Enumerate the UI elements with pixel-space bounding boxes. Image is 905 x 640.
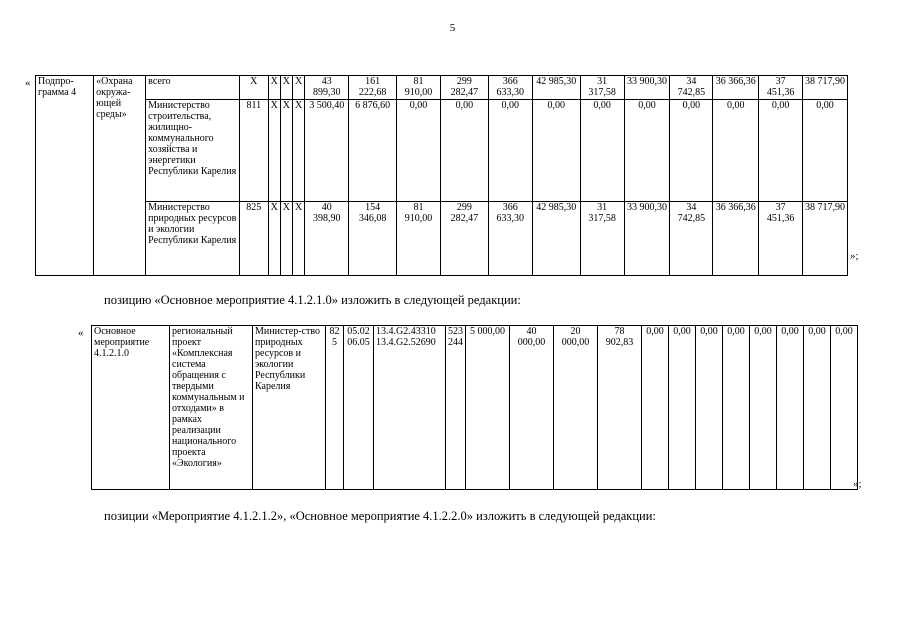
value-cell: 0,00: [831, 326, 858, 490]
grbs-cell: X: [240, 76, 269, 100]
value-cell: 366 633,30: [488, 201, 532, 275]
value-cell: 3 500,40: [305, 100, 349, 202]
x-cell: X: [280, 76, 292, 100]
vr-cell: 523 244: [446, 326, 466, 490]
value-cell: 0,00: [440, 100, 488, 202]
x-cell: X: [293, 76, 305, 100]
value-cell: 0,00: [723, 326, 750, 490]
x-cell: X: [293, 100, 305, 202]
value-cell: 0,00: [750, 326, 777, 490]
value-cell: 36 366,36: [713, 201, 759, 275]
x-cell: X: [293, 201, 305, 275]
rzpr-cell: 05.02 06.05: [344, 326, 374, 490]
value-cell: 81 910,00: [397, 76, 441, 100]
table-row-total: [36, 76, 848, 100]
value-cell: 42 985,30: [532, 76, 580, 100]
value-cell: 38 717,90: [803, 201, 848, 275]
value-cell: 43 899,30: [305, 76, 349, 100]
value-cell: 5 000,00: [466, 326, 510, 490]
value-cell: 81 910,00: [397, 201, 441, 275]
value-cell: 33 900,30: [624, 76, 670, 100]
main-measure-table: [91, 325, 858, 490]
value-cell: 161 222,68: [349, 76, 397, 100]
value-cell: 42 985,30: [532, 201, 580, 275]
value-cell: 299 282,47: [440, 76, 488, 100]
value-cell: 40 000,00: [510, 326, 554, 490]
value-cell: 0,00: [670, 100, 713, 202]
subprogram-cell: Подпро-грамма 4: [36, 76, 94, 276]
value-cell: 0,00: [532, 100, 580, 202]
grbs-cell: 825: [326, 326, 344, 490]
value-cell: 0,00: [759, 100, 803, 202]
value-cell: 0,00: [696, 326, 723, 490]
value-cell: 37 451,36: [759, 76, 803, 100]
x-cell: X: [280, 201, 292, 275]
grbs-cell: 825: [240, 201, 269, 275]
close-mark-2: »;: [853, 478, 862, 490]
value-cell: 6 876,60: [349, 100, 397, 202]
value-cell: 33 900,30: [624, 201, 670, 275]
value-cell: 78 902,83: [598, 326, 642, 490]
value-cell: 366 633,30: [488, 76, 532, 100]
table-row-ministry-construction: [36, 100, 848, 202]
executor-cell: Министер-ство природных ресурсов и экологии Республики Карелия: [253, 326, 326, 490]
program-table: [35, 75, 848, 276]
instruction-paragraph-2: позиции «Мероприятие 4.1.2.1.2», «Основное мероприятие 4.1.2.2.0» изложить в следующей редакции:: [104, 509, 656, 523]
value-cell: 0,00: [777, 326, 804, 490]
value-cell: 154 346,08: [349, 201, 397, 275]
x-cell: X: [268, 201, 280, 275]
value-cell: 0,00: [488, 100, 532, 202]
value-cell: 299 282,47: [440, 201, 488, 275]
value-cell: 20 000,00: [554, 326, 598, 490]
table-row-ministry-nature: [36, 201, 848, 275]
value-cell: 0,00: [580, 100, 624, 202]
table-row: [92, 326, 858, 490]
row-label: всего: [146, 76, 240, 100]
value-cell: 31 317,58: [580, 76, 624, 100]
open-quote-2: «: [78, 327, 84, 339]
measure-name-cell: региональный проект «Комплексная система обращения с твердыми коммунальным и отходами» в рамках реализации национального проекта «Экология»: [170, 326, 253, 490]
x-cell: X: [280, 100, 292, 202]
value-cell: 0,00: [397, 100, 441, 202]
row-label: Министерство природных ресурсов и экологии Республики Карелия: [146, 201, 240, 275]
value-cell: 31 317,58: [580, 201, 624, 275]
value-cell: 0,00: [624, 100, 670, 202]
x-cell: X: [268, 100, 280, 202]
subprogram-name-cell: «Охрана окружа-ющей среды»: [94, 76, 146, 276]
measure-code-cell: Основное мероприятие 4.1.2.1.0: [92, 326, 170, 490]
page-number: 5: [449, 22, 456, 34]
value-cell: 0,00: [804, 326, 831, 490]
value-cell: 0,00: [713, 100, 759, 202]
value-cell: 34 742,85: [670, 201, 713, 275]
value-cell: 0,00: [803, 100, 848, 202]
csr-cell: 13.4.G2.43310 13.4.G2.52690: [374, 326, 446, 490]
row-label: Министерство строительства, жилищно-коммунального хозяйства и энергетики Республики Карелия: [146, 100, 240, 202]
value-cell: 36 366,36: [713, 76, 759, 100]
x-cell: X: [268, 76, 280, 100]
close-mark-1: »;: [850, 250, 859, 262]
value-cell: 40 398,90: [305, 201, 349, 275]
open-quote-1: «: [25, 77, 31, 89]
value-cell: 0,00: [642, 326, 669, 490]
value-cell: 0,00: [669, 326, 696, 490]
value-cell: 38 717,90: [803, 76, 848, 100]
instruction-paragraph-1: позицию «Основное мероприятие 4.1.2.1.0» изложить в следующей редакции:: [104, 293, 521, 307]
grbs-cell: 811: [240, 100, 269, 202]
value-cell: 37 451,36: [759, 201, 803, 275]
value-cell: 34 742,85: [670, 76, 713, 100]
